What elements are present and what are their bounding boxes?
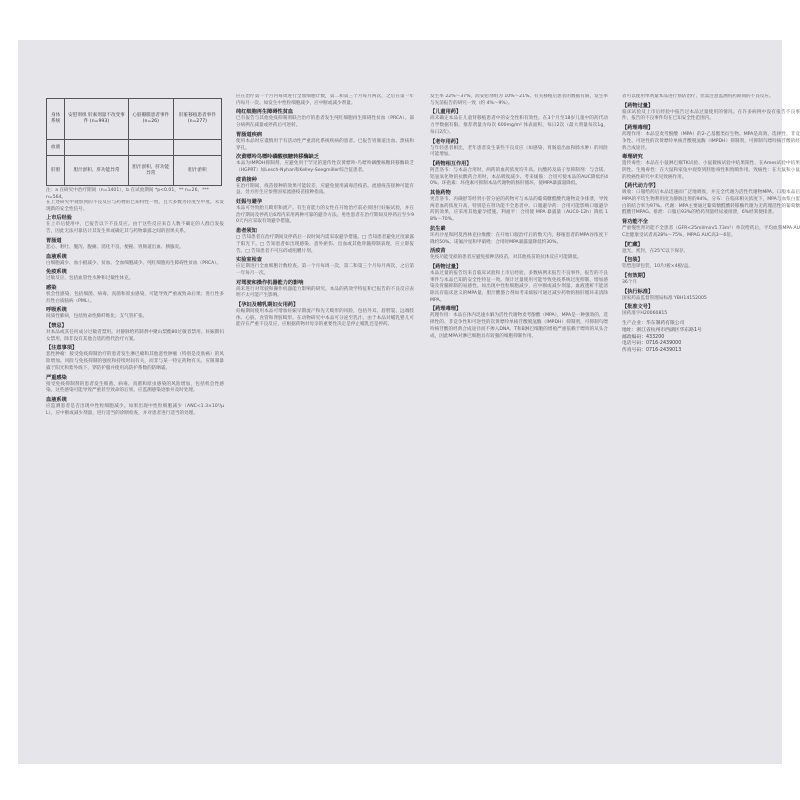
section-text: 本品为IMPDH抑制剂，应避免用于罕见的遗传性次黄嘌呤-鸟嘌呤磷酸核糖转移酶缺乏（HGPRT）如Lesch-Nyhan和Kelley-Seegmiller综合征患者。 (236, 161, 414, 173)
text-section (46, 269, 224, 283)
text-section (430, 190, 608, 224)
section-heading: 次黄嘌呤鸟嘌呤磷酸核糖转移酶缺乏 (236, 154, 320, 161)
section-heading: 抗生素 (430, 225, 446, 232)
section-heading: 【包装】 (622, 257, 643, 264)
section-text: 应定期进行全血细胞计数检查。第一个月每周一次，第二和第三个月每月两次，之后第一年每月一次。 (236, 264, 414, 276)
text-section (622, 219, 800, 239)
section-heading: 【批准文号】 (622, 304, 654, 311)
section-heading: 【药物过量】 (430, 263, 462, 270)
section-heading: 【孕妇及哺乳期妇女用药】 (236, 302, 299, 309)
adverse-events-table (46, 98, 222, 186)
table-header-row (47, 99, 222, 140)
section-heading: 【药物相互作用】 (430, 160, 472, 167)
table-cell: 胆汁淤积、肝功能异常 (65, 156, 128, 186)
manufacturer-phone: 电话号码：0716-2439000 (622, 341, 682, 347)
text-section (236, 109, 414, 129)
text-section (236, 280, 414, 300)
section-heading: 呼吸系统 (46, 307, 67, 314)
section-heading: 上市后经验 (46, 215, 72, 222)
text-section (236, 228, 414, 255)
table-cell: 胆汁淤积、肝功能异常 (128, 156, 173, 186)
text-section (622, 304, 800, 318)
section-heading: 妊娠与避孕 (236, 199, 262, 206)
table-cell (128, 140, 173, 156)
section-heading: 胃肠道 (46, 237, 62, 244)
document-page (18, 40, 800, 764)
section-text: 发生率 22%～37%，而安慰剂组为 10%～21%。有关移植后患者的数据有限，发生率与先前报告的研究一致（约 4%～9%）。 (430, 94, 608, 106)
section-text: 应监测患者是否出现中性粒细胞减少。如果出现中性粒细胞减少（ANC<1.3×10³/μL），应中断或减少剂量，进行适当的诊断检查，并对患者进行适当的处理。 (46, 403, 224, 416)
text-section (236, 177, 414, 197)
text-section (236, 257, 414, 277)
table-header-cell: 身体系统 (47, 99, 65, 140)
section-heading: 【药代动力学】 (622, 183, 659, 190)
text-section (430, 109, 608, 136)
table-header-cell: 肝脏移植患者事件 (n=277) (173, 99, 221, 140)
section-text: 恶性肿瘤：接受免疫抑制治疗的患者发生淋巴瘤和其他恶性肿瘤（特别是皮肤癌）的风险增加。风险与免疫抑制的强度和持续时间有关，而非与某一特定药物有关。应限制暴露于阳光和紫外线下，穿防护服并使用高防护系数的防晒霜。 (46, 352, 224, 371)
section-text: □ 告知患者在治疗期间及停药后一段时间内需采取避孕措施。□ 告知患者避免过度暴露于阳光下。□ 告知患者如出现感染、意外瘀伤、出血或其他骨髓抑制表现，应立即报告。□ 告知患者不可压碎或咀嚼片剂。 (236, 235, 414, 254)
section-text: 阿昔洛韦：与本品合用时，两药的血药浓度均升高。抗酸药及质子泵抑制剂：与含镁、铝氢氧化物的抗酸药合用时，本品吸收减少。考来烯胺：合用可使本品的AUC降低约40%。环孢素：环孢素可抑制本品代谢物的肠肝循环，使MPA暴露量降低。 (430, 167, 608, 187)
text-column-4 (622, 94, 800, 764)
table-row (47, 156, 222, 186)
text-section (236, 94, 414, 107)
text-section (236, 199, 414, 226)
text-section (622, 103, 800, 123)
section-text: 在上市后使用中，已报告以下不良反应。由于这些反应来自人数不确定的人群自发报告，因此无法可靠估计其发生率或确定其与药物暴露之间的因果关系。 (46, 222, 224, 235)
text-section (46, 323, 224, 343)
text-section (430, 161, 608, 188)
section-heading: 患者须知 (236, 228, 257, 235)
text-section (46, 397, 224, 417)
section-heading: 【禁忌】 (46, 323, 67, 330)
section-heading: 纯红细胞再生障碍性贫血 (236, 109, 294, 116)
text-section (622, 125, 800, 152)
section-text: 机会性感染，包括细菌、病毒、真菌和原虫感染，可能导致严重或致命后果；进行性多灶性白质脑病（PML）。 (46, 291, 224, 304)
section-text: 尚未确定本品在儿童肾移植患者中的安全性和有效性。在3个月至18岁儿童中的药代动力学数据有限。推荐剂量为每次 600mg/m² 体表面积，每日2次（最大剂量每次1g，每日2次）。 (430, 116, 608, 135)
section-text: 应在治疗第一个月内每周进行全血细胞计数，第二和第三个月每月两次，之后在第一年内每月一次。如发生中性粒细胞减少，应中断或减少剂量。 (236, 94, 414, 106)
text-section (46, 200, 224, 213)
text-section (236, 154, 414, 174)
section-text: 过敏反应，包括血管性水肿和过敏性休克。 (46, 276, 134, 282)
section-heading: 胃肠道疾病 (236, 131, 262, 138)
text-section (622, 289, 800, 303)
section-text: 已有报告与其他免疫抑制剂联合治疗的患者发生纯红细胞再生障碍性贫血（PRCA）。部分病例在减量或停药后可逆转。 (236, 116, 414, 129)
manufacturer-postcode: 邮政编码：433200 (622, 334, 665, 340)
text-section (46, 254, 224, 268)
section-text: 白细胞减少、血小板减少、贫血、全血细胞减少、纯红细胞再生障碍性贫血（PRCA）。 (46, 260, 222, 266)
table-header-cell: 安慰剂组 肝素剂量不改变事件 (n=993) (65, 99, 128, 140)
section-text: 铝塑泡罩包装，10片/板×4板/盒。 (622, 264, 693, 270)
section-heading: 肾功能不全 (622, 219, 648, 226)
text-section (236, 132, 414, 152)
text-section (622, 242, 800, 256)
section-text: 与年轻患者相比，老年患者发生某些不良反应（如感染、胃肠道出血和肺水肿）的风险可能增加。 (430, 145, 608, 158)
section-heading: 疫苗接种 (236, 176, 257, 183)
section-heading: 【注意事项】 (46, 345, 78, 352)
section-heading: 【老年用药】 (430, 138, 462, 145)
section-text: 使用本品时应谨慎用于有活动性严重消化系统疾病的患者。已报告胃肠道出血、溃疡和穿孔。 (236, 138, 414, 151)
section-text: 更昔洛韦、丙磺舒等经肾小管分泌的药物可与本品的葡萄糖醛酸代谢物竞争排泄，导致两者血药浓度升高，特别是在肾功能不全患者中。口服避孕药：合用可能影响口服避孕药的效果，应采用其他避孕措施。利福平：合用使 MPA 暴露量（AUC0-12h）降低 18%～70%。 (430, 197, 608, 223)
section-text: 国药准字H20060815 (622, 311, 668, 317)
section-text: 在上述研究中观察到的不良反应与药物的已知特性一致，且大多数为轻度至中度。未发现新的安全性信号。 (46, 200, 224, 212)
text-section (46, 307, 224, 321)
section-heading: 实验室检查 (236, 257, 262, 264)
table-cell: 胆汁淤积 (173, 156, 221, 186)
text-section (46, 215, 224, 235)
text-section (430, 264, 608, 305)
text-column-3 (430, 94, 608, 764)
text-column-2 (236, 94, 414, 764)
table-cell (65, 140, 128, 156)
section-text: 36个月 (622, 279, 638, 285)
text-section (430, 306, 608, 340)
section-text: 遮光，密封，在25℃以下保存。 (622, 248, 689, 254)
manufacturer-address: 地址：浙江省杭州市西湖区华东路1号 (622, 327, 702, 333)
section-text: 药理作用：本品是麦考酚酸（MPA）的2-乙基酯类衍生物。MPA是高效、选择性、非竞争性、可逆性的次黄嘌呤单核苷酸脱氢酶（IMPDH）抑制剂，可抑制鸟嘌呤核苷酸的经典合成途径。 (622, 132, 800, 151)
text-section (622, 257, 800, 271)
section-heading: 对驾驶和操作机器能力的影响 (236, 279, 304, 286)
section-text: 在治疗期间，疫苗接种的效果可能较差，应避免使用减毒活疫苗。流感疫苗接种可能有益，处方医生应参照国家流感疫苗接种指南。 (236, 183, 414, 196)
section-heading: 【药理毒理】 (430, 306, 462, 313)
section-text: 吸收：口服给药后本品迅速而广泛地吸收，并完全代谢为活性代谢物MPA。口服本品后MPA的平均生物利用度为静脉注射的94%。分布：在临床相关浓度下，MPA与血浆白蛋白的结合率为97%。代谢：MPA主要通过葡萄糖醛酸转移酶代谢为无药理活性的葡萄糖醛酸苷MPAG。排泄：口服后93%的给药剂量经尿液排泄，6%经粪便排泄。 (622, 190, 800, 216)
section-heading: 【药理毒理】 (622, 125, 654, 132)
text-section (236, 302, 414, 329)
text-section (622, 273, 800, 287)
section-heading: 严重感染 (46, 374, 67, 381)
section-heading: 血液系统 (46, 396, 67, 403)
section-text: 严重慢性肾功能不全患者（GFR<25ml/min/1.73m²）单次给药后，平均血浆MPA AUC比健康受试者高28%～75%，MPAG AUC高3～6倍。 (622, 226, 800, 238)
section-heading: 毒理研究 (622, 154, 643, 161)
section-text: 临床试验及上市后经验中报告过本品过量使用的情况。在许多病例中没有报告不良事件，报告的不良事件均在已知安全性范围内。 (622, 109, 800, 122)
table-row (47, 140, 222, 156)
section-heading: 其他药物 (430, 190, 451, 197)
manufacturer-fax: 传真号码：0716-2439013 (622, 348, 682, 354)
section-text: 遗传毒性：本品在小鼠淋巴瘤TK试验、小鼠微核试验中结果阳性，在Ames试验中结果阴性。生殖毒性：在大鼠和家兔中观察到胚胎毒性和致畸作用。致癌性：在大鼠和小鼠的致癌性研究中未见致癌作用。 (622, 161, 800, 180)
section-heading: 【药物过量】 (622, 102, 654, 109)
table-cell: 血液 (47, 140, 65, 156)
table-footnote: 注：a 在研究中治疗期间（n=1401），b 在试验期间 *p<0.01，** n=26，*** n=564。 (46, 188, 209, 200)
section-heading: 【有效期】 (622, 272, 648, 279)
section-heading: 免疫系统 (46, 269, 67, 276)
section-heading: 血液系统 (46, 253, 67, 260)
section-text: 环丙沙星和阿莫西林克拉维酸：在开始口服治疗后的数天内，移植患者的MPA谷浓度下降约50%。诺氟沙星和甲硝唑：合用时MPA暴露量降低约30%。 (430, 232, 608, 245)
section-heading: 活疫苗 (430, 248, 446, 255)
section-text: 药理作用：本品在体内迅速水解为活性代谢物麦考酚酸（MPA），MPA是一种强效的、选择性的、非竞争性和可逆性的次黄嘌呤单核苷酸脱氢酶（IMPDH）抑制剂，可抑制鸟嘌呤核苷酸的经典合成途径而不掺入DNA。T和B淋巴细胞的增殖严重依赖于嘌呤的从头合成，因此MPA对淋巴细胞具有较强的细胞抑制作用。 (430, 313, 608, 339)
section-text: 对本品或其任何成分过敏者禁用。对静脉给药制剂中聚山梨酯80过敏者禁用。妊娠期妇女禁用，除非没有其他合适的替代治疗方案。 (46, 330, 224, 342)
text-section (622, 154, 800, 181)
section-text: 本品可导致胎儿畸形和流产。有生育能力的女性在开始治疗前必须进行妊娠试验，并在治疗期间及停药后6周内采用两种可靠的避孕方法。男性患者在治疗期间及停药后至少90天内应采取有效避孕措施。 (236, 206, 414, 225)
section-text: 本品过量的报告均来自临床试验和上市后经验。多数病例未报告不良事件，报告的不良事件与本品已知的安全性特征一致。预计过量使用可能导致免疫系统过度抑制，增加感染及骨髓抑制的易感性。如出现中性粒细胞减少，应中断或减少剂量。血液透析不能清除具有临床意义的MPA量，胆汁酸螯合剂如考来烯胺可通过减少药物的肠肝循环来清除MPA。 (430, 270, 608, 303)
section-heading: 【执行标准】 (622, 288, 654, 295)
text-section (46, 238, 224, 252)
text-section (430, 226, 608, 246)
section-text: 间质性肺病，包括致命性肺纤维化；支气管扩张。 (46, 314, 148, 320)
section-text: 免疫功能受损的患者应避免接种活疫苗，对其他疫苗的抗体反应可能降低。 (430, 255, 582, 261)
section-text: 者可以使用单剂量本品进行预防治疗，但需注意监测用药期间的不良反应。 (622, 94, 774, 99)
section-text: 接受免疫抑制剂的患者发生细菌、病毒、真菌和原虫感染的风险增加，包括机会性感染。这些感染可能导致严重甚至致命的后果。应监测感染迹象并及时处理。 (46, 381, 224, 394)
text-column-1 (46, 200, 224, 760)
manufacturer-name: 生产企业：华东制药有限公司 (622, 321, 685, 327)
section-heading: 感染 (46, 284, 57, 291)
text-section (430, 139, 608, 159)
text-section (430, 248, 608, 262)
table-header-cell: 心脏瓣膜患者事件 (n=26) (128, 99, 173, 140)
table-cell: 肝胆 (47, 156, 65, 186)
section-text: 国家药品监督管理局标准 YBH14152005 (622, 295, 707, 301)
text-section (46, 285, 224, 305)
table-cell (173, 140, 221, 156)
text-section (622, 94, 800, 101)
section-heading: 【贮藏】 (622, 241, 643, 248)
section-text: 妊娠期间使用本品可增加妊娠早期流产和先天畸形的风险，包括外耳、唇腭裂、远端肢体、心脏、食管和肾脏畸形。在动物研究中本品可分泌至乳汁。由于本品对哺乳婴儿可能存在严重不良反应，应根据药物对母亲的重要性决定是停止哺乳还是停药。 (236, 309, 414, 328)
text-section (46, 375, 224, 395)
section-text: 尚未进行对驾驶和操作机器能力影响的研究。本品的药效学特征和已报告的不良反应表明不太可能产生影响。 (236, 286, 414, 299)
text-section (622, 183, 800, 217)
text-section (430, 94, 608, 107)
text-section (46, 345, 224, 372)
section-heading: 【儿童用药】 (430, 109, 462, 116)
manufacturer-info (622, 321, 800, 355)
section-text: 恶心、呕吐、腹泻、腹痛、消化不良、便秘、胃肠道出血、胰腺炎。 (46, 244, 184, 250)
